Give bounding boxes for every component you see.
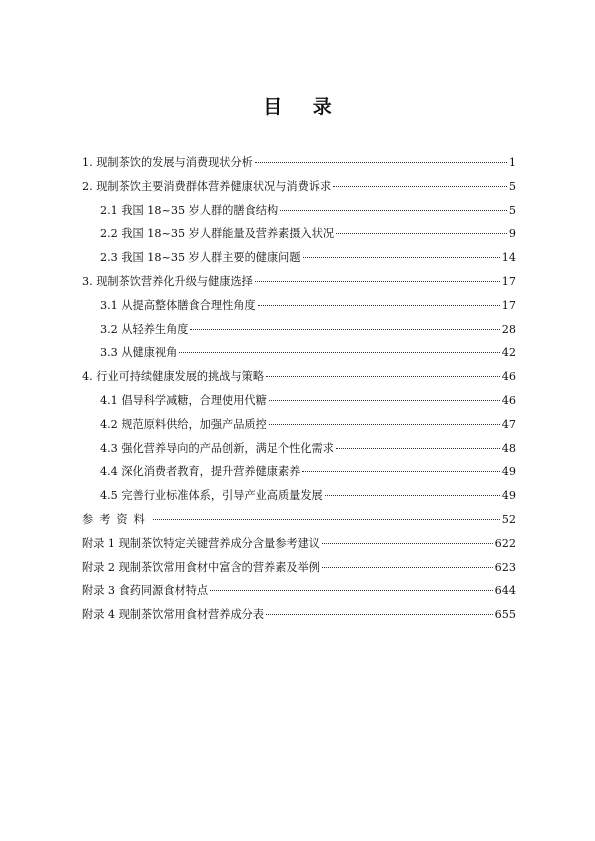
toc-entry-page: 5 (508, 179, 516, 193)
toc-entry[interactable] (82, 270, 516, 294)
toc-entry[interactable] (82, 413, 516, 437)
toc-entry-label: 4.4 深化消费者教育，提升营养健康素养 (100, 465, 301, 479)
toc-entry[interactable] (82, 437, 516, 461)
toc-entry[interactable] (82, 318, 516, 342)
toc-entry[interactable] (82, 460, 516, 484)
toc-entry[interactable] (82, 579, 516, 603)
toc-entry-label: 附录 2 现制茶饮常用食材中富含的营养素及举例 (82, 560, 320, 574)
toc-entry-page: 49 (501, 465, 516, 479)
dot-leader (266, 614, 493, 615)
dot-leader (210, 590, 493, 591)
dot-leader (333, 186, 507, 187)
toc-entry[interactable] (82, 389, 516, 413)
toc-entry-label: 2.1 我国 18~35 岁人群的膳食结构 (100, 203, 279, 217)
toc-entry-label: 附录 4 现制茶饮常用食材营养成分表 (82, 608, 265, 622)
toc-entry-label: 4.1 倡导科学减糖，合理使用代糖 (100, 393, 267, 407)
dot-leader (322, 567, 493, 568)
dot-leader (302, 471, 499, 472)
dot-leader (258, 305, 500, 306)
toc-entry-page: 17 (501, 274, 516, 288)
toc-entry-page: 46 (501, 393, 516, 407)
dot-leader (336, 448, 500, 449)
toc-entry[interactable] (82, 556, 516, 580)
toc-entry-page: 17 (501, 298, 516, 312)
toc-entry[interactable] (82, 484, 516, 508)
toc-entry-label: 附录 1 现制茶饮特定关键营养成分含量参考建议 (82, 536, 320, 550)
toc-entry-page: 644 (494, 584, 516, 598)
toc-entry-label: 3.3 从健康视角 (100, 346, 178, 360)
dot-leader (255, 281, 500, 282)
toc-entry-label: 2. 现制茶饮主要消费群体营养健康状况与消费诉求 (82, 179, 332, 193)
toc-entry-page: 49 (501, 489, 516, 503)
toc-entry-page: 622 (494, 536, 516, 550)
toc-title: 目 录 (263, 96, 344, 118)
dot-leader (255, 162, 507, 163)
toc-entry-label: 4.5 完善行业标准体系，引导产业高质量发展 (100, 489, 323, 503)
dot-leader (336, 233, 507, 234)
toc-entry[interactable] (82, 532, 516, 556)
toc-entry[interactable] (82, 365, 516, 389)
toc-entry[interactable] (82, 199, 516, 223)
toc-entry-label: 4.2 规范原料供给，加强产品质控 (100, 417, 267, 431)
toc-entry[interactable] (82, 246, 516, 270)
dot-leader (179, 352, 499, 353)
dot-leader (269, 424, 500, 425)
toc-entry-page: 47 (501, 417, 516, 431)
dot-leader (280, 210, 507, 211)
toc-entry-label: 4. 行业可持续健康发展的挑战与策略 (82, 370, 265, 384)
dot-leader (190, 329, 499, 330)
toc-entry-page: 48 (501, 441, 516, 455)
toc-entry-label: 2.3 我国 18~35 岁人群主要的健康问题 (100, 251, 301, 265)
toc-entry-page: 5 (508, 203, 516, 217)
toc-entry[interactable] (82, 294, 516, 318)
dot-leader (303, 257, 500, 258)
table-of-contents (82, 151, 516, 627)
toc-entry-label: 3. 现制茶饮营养化升级与健康选择 (82, 274, 253, 288)
dot-leader (325, 495, 500, 496)
toc-entry-page: 1 (508, 156, 516, 169)
dot-leader (322, 543, 493, 544)
toc-entry-label: 2.2 我国 18~35 岁人群能量及营养素摄入状况 (100, 227, 335, 241)
dot-leader (269, 400, 500, 401)
toc-entry-page: 42 (501, 346, 516, 360)
toc-entry-label: 参考资料 (82, 512, 151, 526)
toc-entry-label: 1. 现制茶饮的发展与消费现状分析 (82, 156, 253, 169)
toc-entry-label: 附录 3 食药同源食材特点 (82, 584, 209, 598)
toc-entry-label: 3.1 从提高整体膳食合理性角度 (100, 298, 256, 312)
toc-entry-page: 28 (501, 322, 516, 336)
toc-entry[interactable] (82, 222, 516, 246)
toc-entry[interactable] (82, 341, 516, 365)
toc-entry-label: 3.2 从轻养生角度 (100, 322, 189, 336)
toc-entry[interactable] (82, 508, 516, 532)
toc-entry-page: 52 (501, 512, 516, 526)
dot-leader (153, 519, 500, 520)
toc-entry[interactable] (82, 151, 516, 175)
toc-entry-label: 4.3 强化营养导向的产品创新，满足个性化需求 (100, 441, 334, 455)
toc-entry-page: 623 (494, 560, 516, 574)
toc-entry-page: 14 (501, 251, 516, 265)
toc-entry-page: 9 (508, 227, 516, 241)
dot-leader (266, 376, 500, 377)
toc-entry-page: 655 (494, 608, 516, 622)
toc-entry-page: 46 (501, 370, 516, 384)
toc-entry[interactable] (82, 603, 516, 627)
toc-entry[interactable] (82, 175, 516, 199)
